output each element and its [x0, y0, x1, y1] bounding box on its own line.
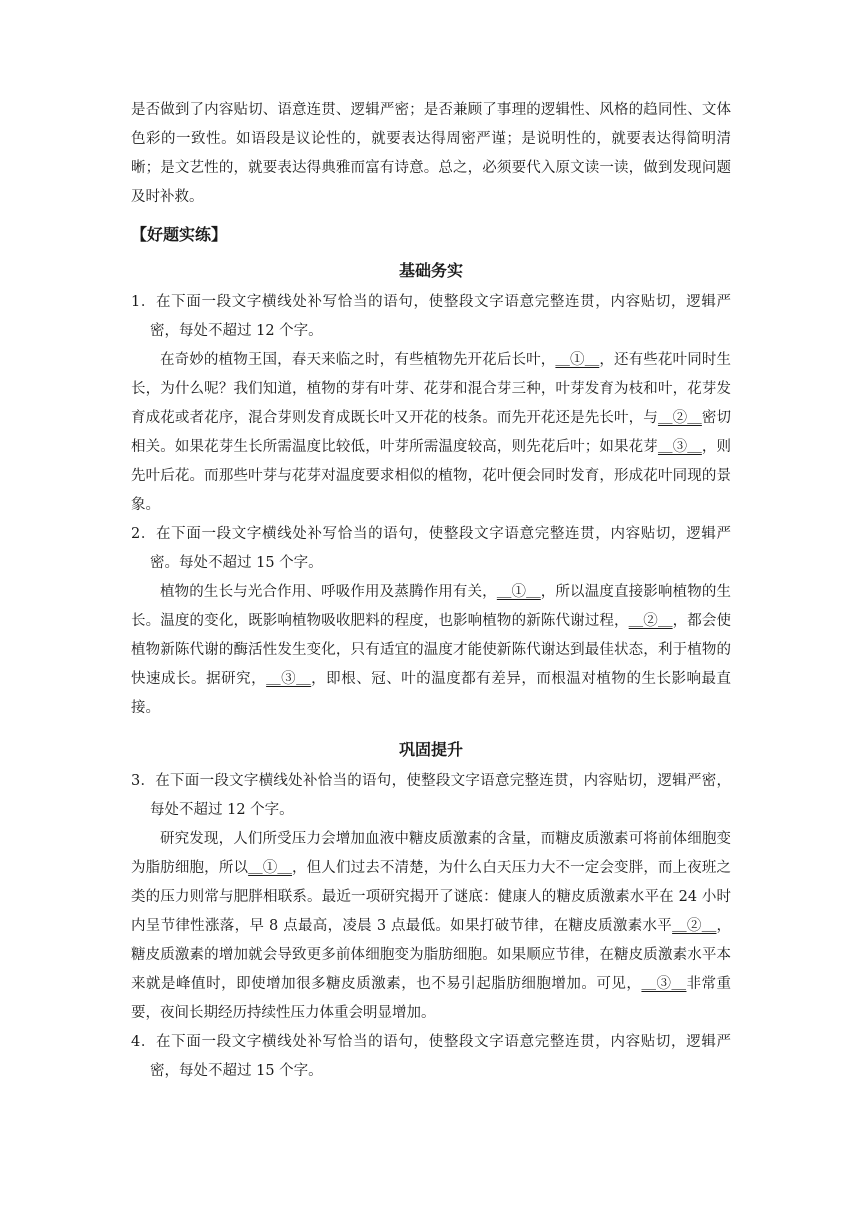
passage-text: ，所以温度直接影响植物的生长。温度的变化，既影响植物吸收肥料的程度，也影响植物的新陈代谢过程， [131, 584, 732, 629]
question-3-passage [131, 825, 731, 1028]
answer-blank-1: ＿①＿ [555, 352, 600, 368]
passage-text: ，糖皮质激素的增加就会导致更多前体细胞变为脂肪细胞。如果顺应节律，在糖皮质激素水平本来就是峰值时，即使增加很多糖皮质激素，也不易引起脂肪细胞增加。可见， [131, 918, 731, 992]
question-3-prompt: 3．在下面一段文字横线处补恰当的语句，使整段文字语意完整连贯，内容贴切，逻辑严密，每处不超过 12 个字。 [131, 773, 731, 818]
answer-blank-2: ＿②＿ [657, 410, 702, 426]
intro-paragraph: 是否做到了内容贴切、语意连贯、逻辑严密；是否兼顾了事理的逻辑性、风格的趋同性、文体色彩的一致性。如语段是议论性的，就要表达得周密严谨；是说明性的，就要表达得简明清晰；是文艺性的，就要表达得典雅而富有诗意。总之，必须要代入原文读一读，做到发现问题及时补救。 [131, 102, 731, 205]
section-title: 【好题实练】 [131, 225, 228, 244]
answer-blank-3: ＿③＿ [657, 439, 702, 455]
passage-text: ，但人们过去不清楚，为什么白天压力大不一定会变胖，而上夜班之类的压力则常与肥胖相联系。最近一项研究揭开了谜底：健康人的糖皮质激素水平在 24 小时内呈节律性涨落，早 8 点最高，凌晨 3 点最低。如果打破节律，在糖皮质激素水平 [131, 860, 732, 934]
passage-text: 研究发现，人们所受压力会增加血液中糖皮质激素的含量，而糖皮质激素可将前体细胞变为脂肪细胞，所以 [131, 831, 731, 876]
passage-text: 植物的生长与光合作用、呼吸作用及蒸腾作用有关， [160, 584, 497, 600]
answer-blank-3: ＿③＿ [641, 976, 687, 992]
question-2-passage [131, 578, 731, 723]
passage-text: ，则先叶后花。而那些叶芽与花芽对温度要求相似的植物，花叶便会同时发育，形成花叶同现的景象。 [131, 439, 732, 513]
answer-blank-3: ＿③＿ [266, 671, 312, 687]
passage-text: ，即根、冠、叶的温度都有差异，而根温对植物的生长影响最直接。 [131, 671, 732, 716]
answer-blank-1: ＿①＿ [496, 584, 541, 600]
passage-text: ，都会使植物新陈代谢的酶活性发生变化，只有适宜的温度才能使新陈代谢达到最佳状态，利于植物的快速成长。据研究， [131, 613, 732, 687]
document-page [131, 96, 731, 1086]
passage-text: 密切相关。如果花芽生长所需温度比较低，叶芽所需温度较高，则先花后叶；如果花芽 [131, 410, 732, 455]
question-2-prompt: 2．在下面一段文字横线处补写恰当的语句，使整段文字语意完整连贯，内容贴切，逻辑严密。每处不超过 15 个字。 [131, 526, 731, 571]
question-1-prompt: 1．在下面一段文字横线处补写恰当的语句，使整段文字语意完整连贯，内容贴切，逻辑严密，每处不超过 12 个字。 [131, 294, 731, 339]
part1-title: 基础务实 [398, 261, 463, 280]
answer-blank-2: ＿②＿ [672, 918, 717, 934]
question-1-passage [131, 346, 731, 520]
answer-blank-1: ＿①＿ [248, 860, 293, 876]
passage-text: 非常重要，夜间长期经历持续性压力体重会明显增加。 [131, 976, 732, 1021]
passage-text: ，还有些花叶同时生长，为什么呢？我们知道，植物的芽有叶芽、花芽和混合芽三种，叶芽发育为枝和叶，花芽发育成花或者花序，混合芽则发育成既长叶又开花的枝条。而先开花还是先长叶，与 [131, 352, 732, 426]
answer-blank-2: ＿②＿ [628, 613, 673, 629]
part2-title: 巩固提升 [398, 740, 463, 759]
question-4-prompt: 4．在下面一段文字横线处补写恰当的语句，使整段文字语意完整连贯，内容贴切，逻辑严密，每处不超过 15 个字。 [131, 1034, 731, 1079]
passage-text: 在奇妙的植物王国，春天来临之时，有些植物先开花后长叶， [160, 352, 556, 368]
